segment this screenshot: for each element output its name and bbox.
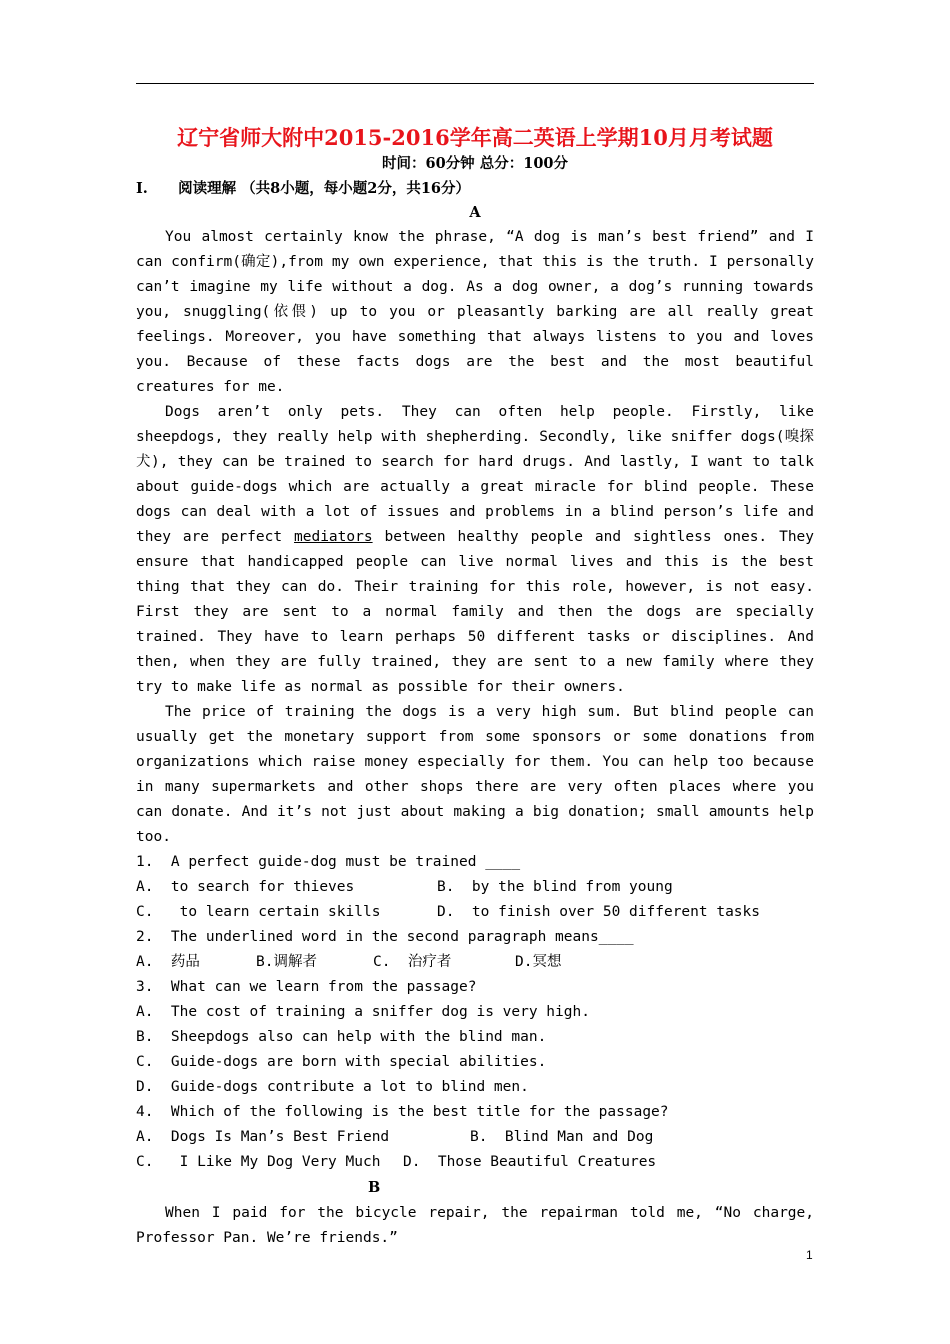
document-body [136,200,814,1251]
question-3-option-a: A. The cost of training a sniffer dog is very high. [136,1004,590,1020]
header-rule [136,83,814,84]
question-3-option-c: C. Guide-dogs are born with special abilities. [136,1054,547,1070]
question-2-option-d: D.冥想 [515,954,562,970]
question-1-options-row-2 [136,900,814,925]
passage-b-paragraph-1: When I paid for the bicycle repair, the repairman told me, “No charge, Professor Pan. We’re friends.” [136,1205,814,1246]
question-3: 3. What can we learn from the passage? [136,979,477,995]
question-4-option-b: B. Blind Man and Dog [470,1129,654,1145]
passage-b-label [368,1175,814,1201]
question-1-option-d: D. to finish over 50 different tasks [437,904,761,920]
question-2-options-row [136,950,814,975]
passage-a-label: A [469,204,481,221]
question-4-options-row-2 [136,1150,814,1175]
question-2: 2. The underlined word in the second paragraph means____ [136,929,634,945]
paragraph-2-text-start: Dogs aren’t only pets. They can often help people. Firstly, like sheepdogs, they really help with shepherding. Secondly, like sniffer dogs(嗅探犬), they can be trained to search for hard drugs. And lastly, I want to talk about guide-dogs which are actually a great miracle for blind people. These dogs can deal with a lot of issues and problems in a blind person’s life and they are perfect [136,404,814,545]
question-4-option-c: C. I Like My Dog Very Much [136,1154,381,1170]
question-3-option-b: B. Sheepdogs also can help with the blind man. [136,1029,547,1045]
question-4-option-d: D. Those Beautiful Creatures [403,1154,657,1170]
section-heading: I. 阅读理解 （共8小题，每小题2分，共16分） [136,180,471,197]
page-number: 1 [806,1248,813,1262]
question-4-options-row-1 [136,1125,814,1150]
underlined-word: mediators [294,529,373,545]
question-1-option-c: C. to learn certain skills [136,904,381,920]
exam-time-score: 时间：60分钟 总分：100分 [382,155,568,172]
passage-a-paragraph-1: You almost certainly know the phrase, “A dog is man’s best friend” and I can confirm(确定),from my own experience, that this is the truth. I personally can’t imagine my life without a dog. As a dog owner, a dog’s running towards you, snuggling(依偎) up to you or pleasantly barking are all really great feelings. Moreover, you have something that always listens to you and loves you. Because of these facts dogs are the best and the most beautiful creatures for me. [136,229,814,395]
exam-title: 辽宁省师大附中2015-2016学年高二英语上学期10月月考试题 [177,125,773,150]
question-4-option-a: A. Dogs Is Man’s Best Friend [136,1129,390,1145]
question-1-options-row-1 [136,875,814,900]
question-4: 4. Which of the following is the best title for the passage? [136,1104,669,1120]
question-1-option-a: A. to search for thieves [136,879,355,895]
question-2-option-a: A. 药品 [136,954,200,970]
passage-a-paragraph-2 [136,400,814,700]
paragraph-2-text-end: between healthy people and sightless ones. They ensure that handicapped people can live normal lives and this is the best thing that they can do. Their training for this role, however, is not easy. First they are sent to a normal family and then the dogs are specially trained. They have to learn perhaps 50 different tasks or disciplines. And then, when they are fully trained, they are sent to a new family where they try to make life as normal as possible for their owners. [136,529,815,695]
passage-b-label-text: B [368,1179,381,1196]
question-2-option-b: B.调解者 [256,954,317,970]
question-1-option-b: B. by the blind from young [437,879,673,895]
question-3-option-d: D. Guide-dogs contribute a lot to blind men. [136,1079,529,1095]
question-1: 1. A perfect guide-dog must be trained ____ [136,854,521,870]
passage-a-paragraph-3: The price of training the dogs is a very high sum. But blind people can usually get the monetary support from some sponsors or some donations from organizations which raise money especially for them. You can help too because in many supermarkets and other shops there are very often places where you can donate. And it’s not just about making a big donation; small amounts help too. [136,704,814,845]
question-2-option-c: C. 治疗者 [373,954,452,970]
